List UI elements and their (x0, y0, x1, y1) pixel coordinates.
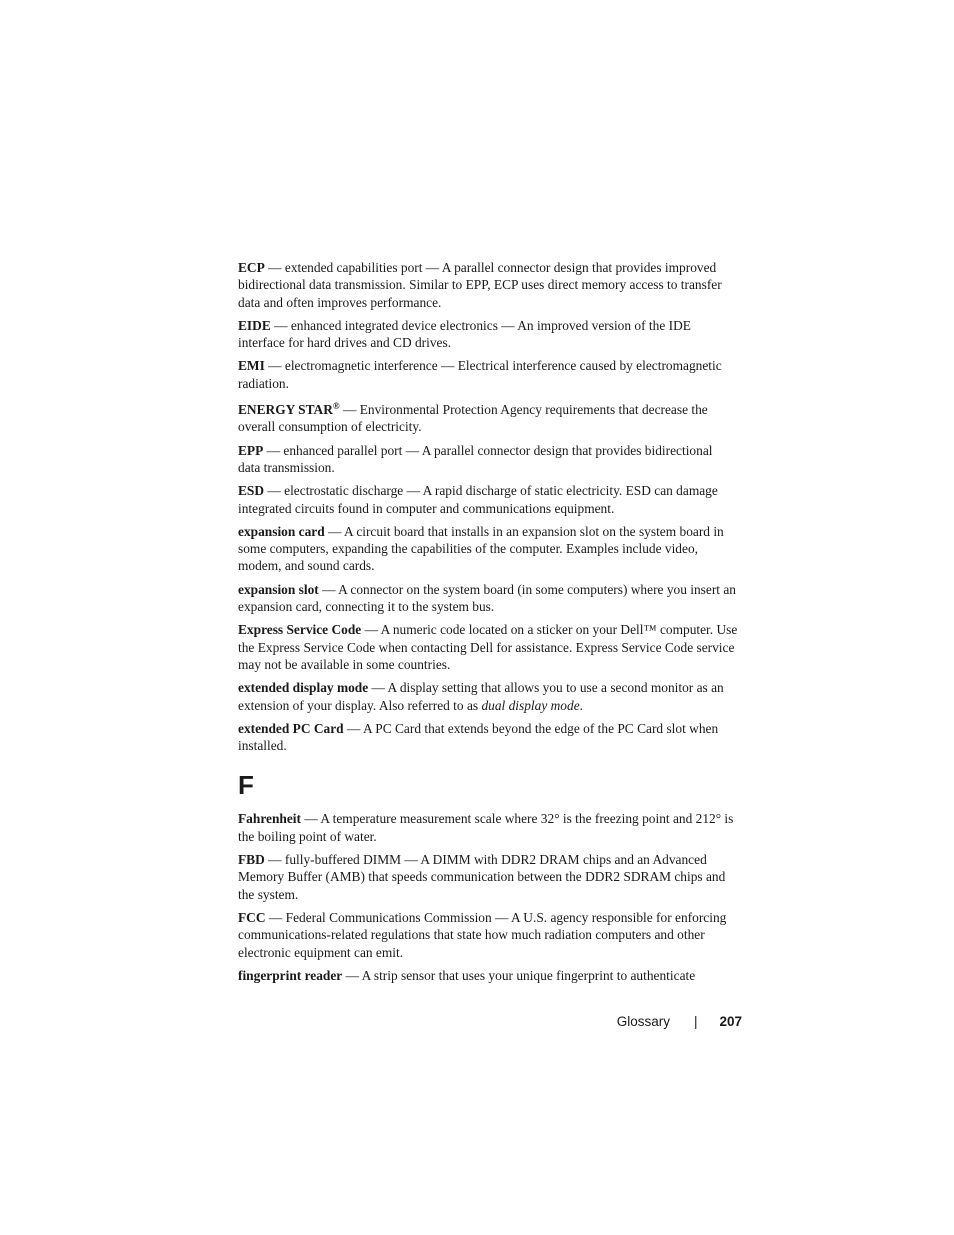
page-number: 207 (719, 1014, 742, 1029)
glossary-term: ECP (238, 260, 265, 275)
glossary-entry (238, 581, 738, 616)
glossary-entry (238, 523, 738, 575)
glossary-entry (238, 482, 738, 517)
glossary-entry (238, 442, 738, 477)
glossary-definition: — A numeric code located on a sticker on your Dell™ computer. Use the Express Service Code when contacting Dell for assistance. Express Service Code service may not be available in some countries. (238, 622, 738, 672)
glossary-term: fingerprint reader (238, 967, 343, 983)
glossary-definition: — extended capabilities port — A parallel connector design that provides improved bidirectional data transmission. Similar to EPP, ECP uses direct memory access to transfer data and often improves performance. (238, 260, 722, 310)
glossary-term: extended display mode (238, 680, 369, 696)
glossary-term: FBD (238, 852, 265, 868)
glossary-term: FCC (238, 909, 266, 925)
glossary-term: extended PC Card (238, 720, 344, 736)
glossary-entry (238, 720, 738, 755)
registered-mark: ® (332, 401, 340, 412)
glossary-definition: — A display setting that allows you to use a second monitor as an extension of your display. Also referred to as (238, 680, 724, 713)
glossary-entry (238, 317, 738, 352)
glossary-entry (238, 259, 738, 311)
glossary-definition: — A PC Card that extends beyond the edge of the PC Card slot when installed. (238, 720, 719, 754)
page-footer (560, 1014, 742, 1029)
glossary-term: ESD (238, 483, 265, 499)
glossary-definition: — A circuit board that installs in an expansion slot on the system board in some computers, expanding the capabilities of the computer. Examples include video, modem, and sound cards. (238, 523, 724, 574)
glossary-content (238, 259, 738, 990)
glossary-entry (238, 967, 738, 984)
glossary-entry (238, 810, 738, 845)
glossary-definition: — A temperature measurement scale where 32° is the freezing point and 212° is the boiling point of water. (238, 811, 734, 844)
footer-section-title: Glossary (616, 1014, 670, 1029)
glossary-definition: — Environmental Protection Agency requirements that decrease the overall consumption of electricity. (238, 402, 708, 435)
glossary-definition: — electrostatic discharge — A rapid discharge of static electricity. ESD can damage integrated circuits found in computer and communications equipment. (238, 483, 718, 516)
glossary-term: EIDE (238, 317, 271, 333)
glossary-entry (238, 357, 738, 392)
glossary-term: expansion card (238, 523, 325, 539)
glossary-definition: — Federal Communications Commission — A U.S. agency responsible for enforcing communications-related regulations that state how much radiation computers and other electronic equipment can emit. (238, 909, 727, 960)
glossary-entry (238, 398, 738, 436)
glossary-term: ENERGY STAR (238, 402, 333, 418)
glossary-definition: — fully-buffered DIMM — A DIMM with DDR2 DRAM chips and an Advanced Memory Buffer (AMB) that speeds communication between the DDR2 SDRAM chips and the system. (238, 852, 726, 902)
glossary-definition: — A strip sensor that uses your unique fingerprint to authenticate (342, 967, 696, 983)
glossary-entry (238, 621, 738, 673)
glossary-term: EPP (238, 442, 264, 458)
glossary-entries-f (238, 810, 738, 984)
glossary-entry (238, 851, 738, 903)
glossary-definition: — electromagnetic interference — Electrical interference caused by electromagnetic radiation. (238, 358, 722, 391)
glossary-entry (238, 679, 738, 714)
glossary-entries-e (238, 259, 738, 754)
glossary-term: EMI (238, 358, 265, 374)
glossary-entry (238, 909, 738, 961)
glossary-definition-emphasis: dual display mode (481, 697, 580, 713)
section-heading-f: F (238, 770, 254, 801)
glossary-definition: — enhanced integrated device electronics — An improved version of the IDE interface for hard drives and CD drives. (238, 317, 691, 351)
glossary-term: expansion slot (238, 581, 319, 597)
glossary-definition-end: . (579, 697, 583, 713)
glossary-definition: — A connector on the system board (in some computers) where you insert an expansion card, connecting it to the system bus. (238, 581, 736, 615)
glossary-definition: — enhanced parallel port — A parallel connector design that provides bidirectional data transmission. (238, 442, 713, 475)
footer-separator: | (693, 1014, 698, 1029)
glossary-term: Fahrenheit (238, 811, 301, 827)
glossary-term: Express Service Code (238, 622, 362, 638)
